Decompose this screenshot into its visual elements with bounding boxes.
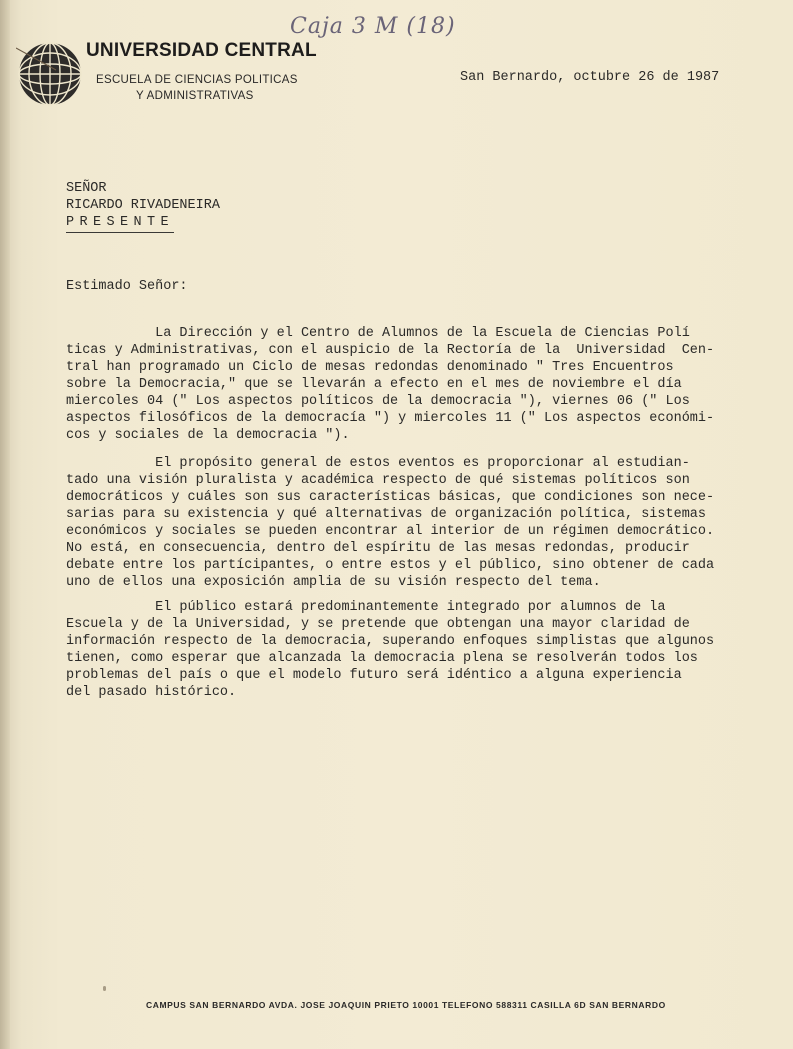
paragraph-line: tado una visión pluralista y académica respecto de qué sistemas políticos son [66, 473, 690, 488]
addressee-present: PRESENTE [66, 214, 174, 233]
footer-address: CAMPUS SAN BERNARDO AVDA. JOSE JOAQUIN PRIETO 10001 TELEFONO 588311 CASILLA 6D SAN BERNARDO [146, 1000, 666, 1010]
paragraph-1 [66, 325, 722, 444]
paragraph-line: debate entre los partícipantes, o entre estos y el público, sino obtener de cada [66, 558, 715, 573]
addressee-title: SEÑOR [66, 181, 107, 196]
paragraph-line: problemas del país o que el modelo futuro será idéntico a alguna experiencia [66, 668, 682, 683]
paper-speck [103, 986, 106, 991]
paragraph-line: del pasado histórico. [66, 685, 237, 700]
paragraph-line: ticas y Administrativas, con el auspicio de la Rectoría de la Universidad Cen- [66, 343, 715, 358]
paragraph-line: sobre la Democracia," que se llevarán a efecto en el mes de noviembre el día [66, 377, 682, 392]
paragraph-line: La Dirección y el Centro de Alumnos de la Escuela de Ciencias Polí [66, 326, 690, 341]
addressee-name: RICARDO RIVADENEIRA [66, 198, 220, 213]
paragraph-line: sarias para su existencia y qué alternativas de organización política, sistemas [66, 507, 707, 522]
paragraph-line: democráticos y cuáles son sus características básicas, que condiciones son nece- [66, 490, 715, 505]
salutation: Estimado Señor: [66, 279, 188, 294]
paragraph-line: miercoles 04 (" Los aspectos políticos de la democracia "), viernes 06 (" Los [66, 394, 690, 409]
paragraph-2 [66, 455, 722, 591]
university-name: UNIVERSIDAD CENTRAL [86, 40, 317, 61]
paragraph-line: Escuela y de la Universidad, y se pretende que obtengan una mayor claridad de [66, 617, 690, 632]
school-line-1: ESCUELA DE CIENCIAS POLITICAS [96, 74, 298, 86]
paragraph-line: No está, en consecuencia, dentro del espíritu de las mesas redondas, producir [66, 541, 690, 556]
paragraph-line: información respecto de la democracia, superando enfoques simplistas que algunos [66, 634, 715, 649]
dateline: San Bernardo, octubre 26 de 1987 [460, 70, 720, 85]
paragraph-line: aspectos filosóficos de la democracía ") y miercoles 11 (" Los aspectos económi- [66, 411, 715, 426]
paragraph-line: El público estará predominantemente integrado por alumnos de la [66, 600, 666, 615]
school-line-2: Y ADMINISTRATIVAS [136, 90, 254, 102]
addressee-block [66, 180, 220, 233]
paragraph-line: uno de ellos una exposición amplia de su visión respecto del tema. [66, 575, 601, 590]
school-name [96, 72, 298, 104]
paragraph-line: económicos y sociales se pueden encontrar al interior de un régimen democrático. [66, 524, 715, 539]
archive-handwritten-mark: Caja 3 M (18) [290, 14, 456, 39]
paragraph-3 [66, 599, 722, 701]
paragraph-line: tral han programado un Ciclo de mesas redondas denominado " Tres Encuentros [66, 360, 674, 375]
paragraph-line: tienen, como esperar que alcanzada la democracia plena se resolverán todos los [66, 651, 698, 666]
globe-icon [16, 40, 84, 108]
paragraph-line: cos y sociales de la democracia "). [66, 428, 350, 443]
paragraph-line: El propósito general de estos eventos es proporcionar al estudian- [66, 456, 690, 471]
paper-edge [0, 0, 10, 1049]
